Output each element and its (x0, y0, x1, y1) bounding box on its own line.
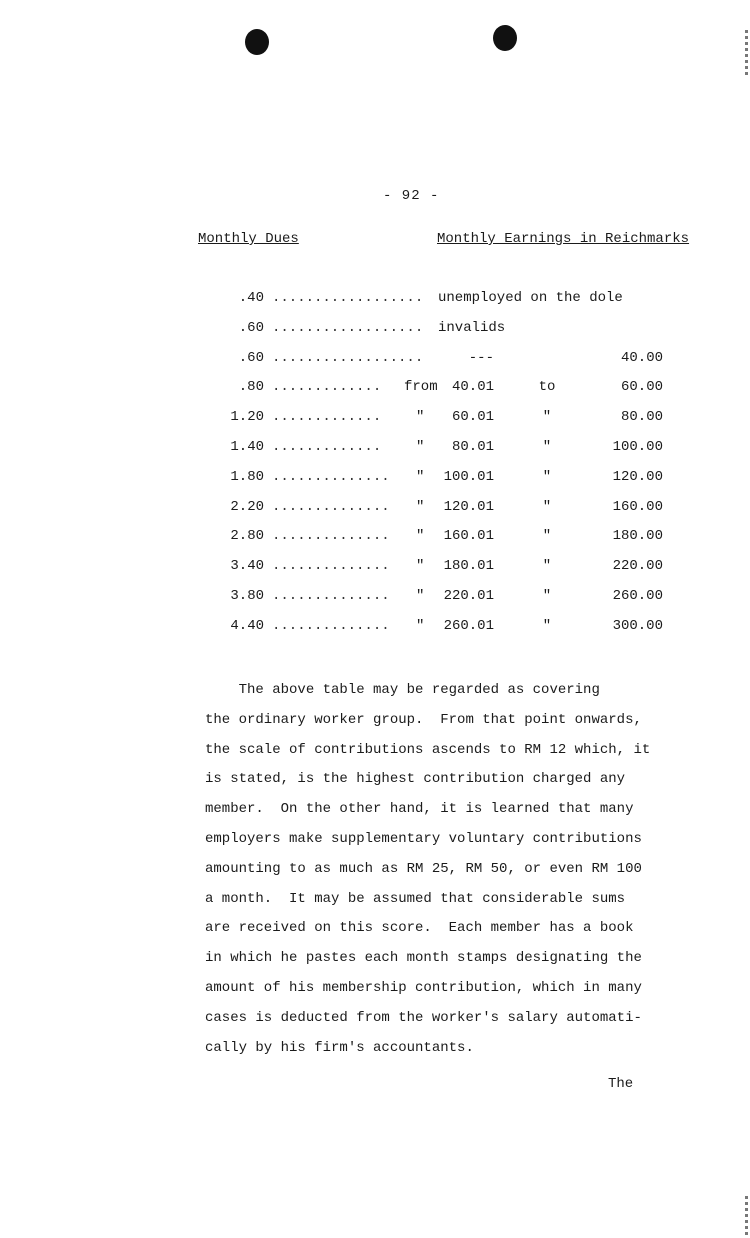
from-cell: " (416, 588, 425, 604)
dues-cell: .60 (238, 319, 264, 336)
table-row (0, 558, 750, 580)
dues-cell: .80 (238, 379, 264, 396)
description-cell: invalids (438, 319, 506, 336)
dues-cell: 2.20 (230, 498, 264, 515)
table-row (0, 350, 750, 372)
dues-cell: 1.20 (230, 409, 264, 426)
leader-dots: .............. (272, 468, 390, 485)
scan-edge-mark-top (745, 30, 748, 78)
to-cell: " (542, 439, 552, 455)
paragraph-line: member. On the other hand, it is learned that many (205, 801, 634, 818)
description-cell: unemployed on the dole (438, 290, 623, 306)
dues-cell: 1.40 (230, 439, 264, 455)
lower-bound-cell: 100.01 (443, 468, 494, 485)
table-row (0, 290, 750, 312)
table-row (0, 320, 750, 342)
paragraph-line: amount of his membership contribution, which in many (205, 979, 642, 996)
leader-dots: ............. (272, 379, 382, 396)
dues-cell: .40 (238, 290, 264, 306)
paragraph-line: cases is deducted from the worker's salary automati- (205, 1009, 642, 1026)
leader-dots: .............. (272, 617, 390, 634)
paragraph-line: is stated, is the highest contribution charged any (205, 771, 626, 788)
leader-dots: ............. (272, 409, 382, 426)
from-cell: " (416, 439, 425, 455)
table-row (0, 499, 750, 521)
leader-dots: .................. (272, 319, 424, 336)
paragraph-line: in which he pastes each month stamps designating the (205, 950, 642, 967)
leader-dots: .............. (272, 558, 390, 575)
leader-dots: .................. (272, 349, 424, 366)
paragraph-line: are received on this score. Each member has a book (205, 920, 634, 937)
dues-cell: 3.40 (230, 558, 264, 575)
upper-bound-cell: 120.00 (612, 468, 663, 485)
from-cell: " (416, 409, 425, 426)
table-row (0, 588, 750, 610)
dues-cell: .60 (238, 349, 264, 366)
column-header-monthly-earnings: Monthly Earnings in Reichmarks (437, 231, 690, 247)
table-row (0, 469, 750, 491)
column-header-monthly-dues: Monthly Dues (198, 231, 299, 247)
upper-bound-cell: 80.00 (620, 409, 663, 426)
scan-edge-mark-bottom (745, 1196, 748, 1236)
from-cell: " (416, 498, 425, 515)
punch-hole-left (245, 29, 269, 55)
paragraph-line: the ordinary worker group. From that point onwards, (205, 711, 642, 728)
to-cell: " (542, 588, 552, 604)
from-cell: from (404, 379, 438, 396)
page-number: - 92 - (383, 188, 440, 204)
to-cell: " (542, 409, 552, 426)
table-row (0, 409, 750, 431)
paragraph-line: the scale of contributions ascends to RM 12 which, it (205, 741, 651, 758)
lower-bound-cell: 120.01 (443, 498, 494, 515)
to-cell: " (542, 617, 552, 634)
to-cell: " (542, 468, 552, 485)
to-cell: " (542, 498, 552, 515)
punch-hole-right (493, 25, 517, 51)
paragraph-line: a month. It may be assumed that considerable sums (205, 890, 626, 907)
upper-bound-cell: 100.00 (612, 439, 663, 455)
to-cell: " (542, 528, 552, 545)
upper-bound-cell: 180.00 (612, 528, 663, 545)
from-cell: " (416, 617, 425, 634)
paragraph-line: The above table may be regarded as covering (205, 682, 600, 698)
table-row (0, 528, 750, 550)
upper-bound-cell: 160.00 (612, 498, 663, 515)
from-cell: " (416, 468, 425, 485)
upper-bound-cell: 40.00 (620, 349, 663, 366)
upper-bound-cell: 60.00 (620, 379, 663, 396)
leader-dots: ............. (272, 439, 382, 455)
dues-cell: 2.80 (230, 528, 264, 545)
table-row (0, 439, 750, 461)
dues-cell: 3.80 (230, 588, 264, 604)
leader-dots: .................. (272, 290, 424, 306)
paragraph-line: amounting to as much as RM 25, RM 50, or even RM 100 (205, 860, 642, 877)
lower-bound-cell: 260.01 (443, 617, 494, 634)
paragraph-line: cally by his firm's accountants. (205, 1039, 474, 1056)
lower-bound-cell: 220.01 (443, 588, 494, 604)
upper-bound-cell: 260.00 (612, 588, 663, 604)
lower-bound-cell: 160.01 (443, 528, 494, 545)
lower-bound-cell: 180.01 (443, 558, 494, 575)
upper-bound-cell: 300.00 (612, 617, 663, 634)
lower-bound-cell: --- (468, 349, 494, 366)
upper-bound-cell: 220.00 (612, 558, 663, 575)
dues-cell: 4.40 (230, 617, 264, 634)
leader-dots: .............. (272, 498, 390, 515)
body-paragraph (205, 676, 685, 1063)
catchword: The (608, 1076, 634, 1092)
table-row (0, 618, 750, 640)
to-cell: " (542, 558, 552, 575)
from-cell: " (416, 558, 425, 575)
to-cell: to (538, 379, 556, 396)
table-row (0, 379, 750, 401)
lower-bound-cell: 60.01 (451, 409, 494, 426)
leader-dots: .............. (272, 588, 390, 604)
lower-bound-cell: 40.01 (451, 379, 494, 396)
leader-dots: .............. (272, 528, 390, 545)
from-cell: " (416, 528, 425, 545)
dues-cell: 1.80 (230, 468, 264, 485)
paragraph-line: employers make supplementary voluntary contributions (205, 830, 642, 847)
lower-bound-cell: 80.01 (451, 439, 494, 455)
